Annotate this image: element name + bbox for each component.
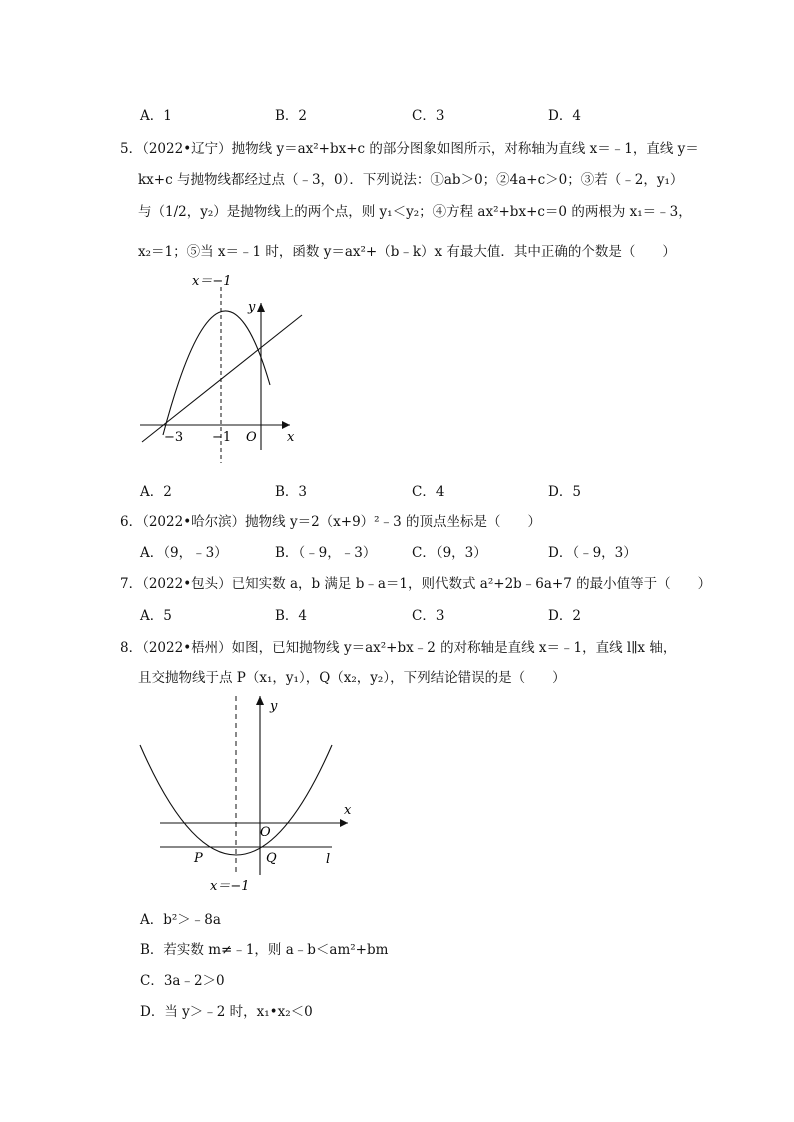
q8-line-l-label: l: [326, 852, 331, 867]
q8-option-a: A．b²＞﹣8a: [140, 912, 221, 928]
q5-y-label: y: [248, 300, 256, 315]
q5-option-a: A．2: [140, 484, 172, 500]
q5-line-1: 5．（2022•辽宁）抛物线 y＝ax²+bx+c 的部分图象如图所示，对称轴为直线 x＝﹣1，直线 y＝: [120, 141, 699, 157]
q8-axis-label: x＝−1: [210, 879, 250, 894]
q7-option-c: C．3: [412, 608, 445, 624]
q4-option-b: B．2: [275, 108, 308, 124]
q5-line-3: 与（1/2，y₂）是抛物线上的两个点，则 y₁＜y₂；④方程 ax²+bx+c＝0 的两根为 x₁＝﹣3，: [138, 204, 692, 220]
q8-option-b: B．若实数 m≠﹣1，则 a﹣b＜am²+bm: [140, 942, 389, 958]
q5-option-b: B．3: [275, 484, 308, 500]
q8-graph: [130, 690, 370, 895]
q7-stem: 7．（2022•包头）已知实数 a，b 满足 b﹣a＝1，则代数式 a²+2b﹣6a+7 的最小值等于（ ）: [120, 576, 712, 592]
q6-stem: 6．（2022•哈尔滨）抛物线 y＝2（x+9）²﹣3 的顶点坐标是（ ）: [120, 514, 541, 530]
q5-line-2: kx+c 与抛物线都经过点（﹣3，0）．下列说法：①ab＞0；②4a+c＞0；③若（﹣2，y₁）: [138, 172, 684, 188]
q6-option-d: D．（﹣9，3）: [548, 545, 637, 561]
q5-origin-label: O: [246, 430, 257, 445]
q8-line-1: 8．（2022•梧州）如图，已知抛物线 y＝ax²+bx﹣2 的对称轴是直线 x＝﹣1，直线 l∥x 轴，: [120, 640, 677, 656]
q7-option-a: A．5: [140, 608, 172, 624]
q8-origin-label: O: [260, 825, 271, 840]
q7-option-d: D．2: [548, 608, 581, 624]
q4-option-a: A．1: [140, 108, 172, 124]
q8-option-d: D．当 y＞﹣2 时，x₁•x₂＜0: [140, 1004, 313, 1020]
q8-x-label: x: [344, 803, 352, 818]
q5-tick-neg3: −3: [164, 430, 184, 445]
q5-option-c: C．4: [412, 484, 445, 500]
q5-line-4: x₂＝1；⑤当 x＝﹣1 时，函数 y＝ax²+（b﹣k）x 有最大值．其中正确的个数是（ ）: [138, 244, 676, 260]
q4-option-c: C．3: [412, 108, 445, 124]
q7-option-b: B．4: [275, 608, 308, 624]
q5-axis-label: x＝−1: [192, 274, 232, 289]
q5-option-d: D．5: [548, 484, 581, 500]
q5-graph: [130, 265, 310, 465]
q8-line-2: 且交抛物线于点 P（x₁，y₁），Q（x₂，y₂），下列结论错误的是（ ）: [138, 670, 566, 686]
q8-point-p-label: P: [194, 851, 203, 866]
q8-option-c: C．3a﹣2＞0: [140, 973, 225, 989]
q5-x-label: x: [287, 430, 295, 445]
q6-option-c: C．（9，3）: [412, 545, 487, 561]
q6-option-b: B．（﹣9，﹣3）: [275, 545, 377, 561]
q8-y-label: y: [270, 699, 278, 714]
q4-option-d: D．4: [548, 108, 581, 124]
q5-tick-neg1: −1: [212, 430, 232, 445]
q6-option-a: A．（9，﹣3）: [140, 545, 228, 561]
q8-point-q-label: Q: [266, 851, 277, 866]
